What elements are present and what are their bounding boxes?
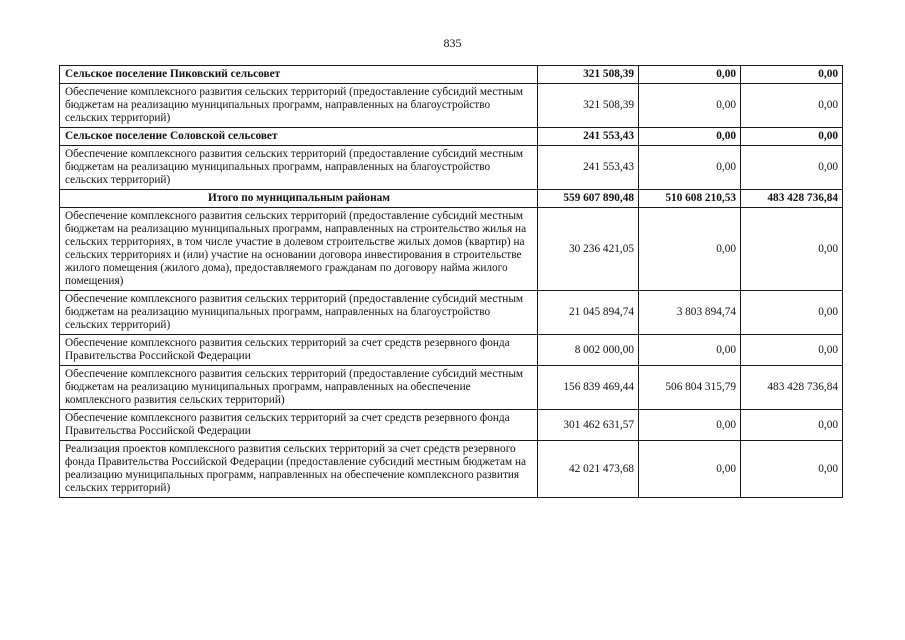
amount-year-1: 321 508,39: [538, 66, 639, 84]
amount-year-3: 0,00: [741, 335, 843, 366]
page-number: 835: [443, 36, 462, 50]
amount-year-3: 483 428 736,84: [741, 366, 843, 410]
amount-year-3: 0,00: [741, 66, 843, 84]
amount-year-1: 21 045 894,74: [538, 291, 639, 335]
amount-year-3: 0,00: [741, 84, 843, 128]
table-row: [60, 441, 843, 498]
amount-year-2: 0,00: [639, 441, 741, 498]
amount-year-3: 483 428 736,84: [741, 190, 843, 208]
amount-year-1: 241 553,43: [538, 128, 639, 146]
amount-year-2: 0,00: [639, 146, 741, 190]
row-description: Сельское поселение Соловской сельсовет: [60, 128, 538, 146]
table-row-section: [60, 66, 843, 84]
row-description: Обеспечение комплексного развития сельских территорий за счет средств резервного фонда Правительства Российской Федерации: [60, 410, 538, 441]
budget-table: [59, 65, 843, 498]
amount-year-2: 3 803 894,74: [639, 291, 741, 335]
table-row: [60, 410, 843, 441]
table-row: [60, 84, 843, 128]
amount-year-3: 0,00: [741, 441, 843, 498]
row-description: Обеспечение комплексного развития сельских территорий за счет средств резервного фонда Правительства Российской Федерации: [60, 335, 538, 366]
table-row: [60, 335, 843, 366]
amount-year-1: 30 236 421,05: [538, 208, 639, 291]
amount-year-1: 559 607 890,48: [538, 190, 639, 208]
row-description: Обеспечение комплексного развития сельских территорий (предоставление субсидий местным бюджетам на реализацию муниципальных программ, направленных на благоустройство сельских территорий): [60, 84, 538, 128]
amount-year-2: 0,00: [639, 208, 741, 291]
amount-year-2: 0,00: [639, 84, 741, 128]
amount-year-3: 0,00: [741, 128, 843, 146]
amount-year-2: 0,00: [639, 128, 741, 146]
row-description: Обеспечение комплексного развития сельских территорий (предоставление субсидий местным бюджетам на реализацию муниципальных программ, направленных на благоустройство сельских территорий): [60, 291, 538, 335]
table-row: [60, 146, 843, 190]
table-row-section: [60, 128, 843, 146]
row-description: Реализация проектов комплексного развития сельских территорий за счет средств резервного фонда Правительства Российской Федерации (предоставление субсидий местным бюджетам на реализацию муниципальных программ, направленных на обеспечение комплексного развития сельских территорий): [60, 441, 538, 498]
table-row: [60, 366, 843, 410]
amount-year-3: 0,00: [741, 208, 843, 291]
row-description: Обеспечение комплексного развития сельских территорий (предоставление субсидий местным бюджетам на реализацию муниципальных программ, направленных на обеспечение комплексного развития сельских территорий): [60, 366, 538, 410]
amount-year-3: 0,00: [741, 410, 843, 441]
amount-year-2: 0,00: [639, 410, 741, 441]
amount-year-1: 301 462 631,57: [538, 410, 639, 441]
row-description: Сельское поселение Пиковский сельсовет: [60, 66, 538, 84]
amount-year-3: 0,00: [741, 146, 843, 190]
amount-year-2: 0,00: [639, 335, 741, 366]
amount-year-3: 0,00: [741, 291, 843, 335]
amount-year-1: 8 002 000,00: [538, 335, 639, 366]
row-description: Обеспечение комплексного развития сельских территорий (предоставление субсидий местным бюджетам на реализацию муниципальных программ, направленных на строительство жилья на сельских территориях, в том числе участие в долевом строительстве жилых домов (квартир) на сельских территориях и (или) участие на основании договора инвестирования в строительстве жилого помещения (жилого дома), предоставляемого гражданам по договору найма жилого помещения): [60, 208, 538, 291]
amount-year-1: 321 508,39: [538, 84, 639, 128]
table-row: [60, 208, 843, 291]
amount-year-2: 0,00: [639, 66, 741, 84]
amount-year-2: 506 804 315,79: [639, 366, 741, 410]
table-row: [60, 291, 843, 335]
table-row-total: [60, 190, 843, 208]
row-description: Итого по муниципальным районам: [60, 190, 538, 208]
row-description: Обеспечение комплексного развития сельских территорий (предоставление субсидий местным бюджетам на реализацию муниципальных программ, направленных на благоустройство сельских территорий): [60, 146, 538, 190]
budget-table-body: [60, 66, 843, 498]
amount-year-2: 510 608 210,53: [639, 190, 741, 208]
amount-year-1: 241 553,43: [538, 146, 639, 190]
amount-year-1: 156 839 469,44: [538, 366, 639, 410]
amount-year-1: 42 021 473,68: [538, 441, 639, 498]
